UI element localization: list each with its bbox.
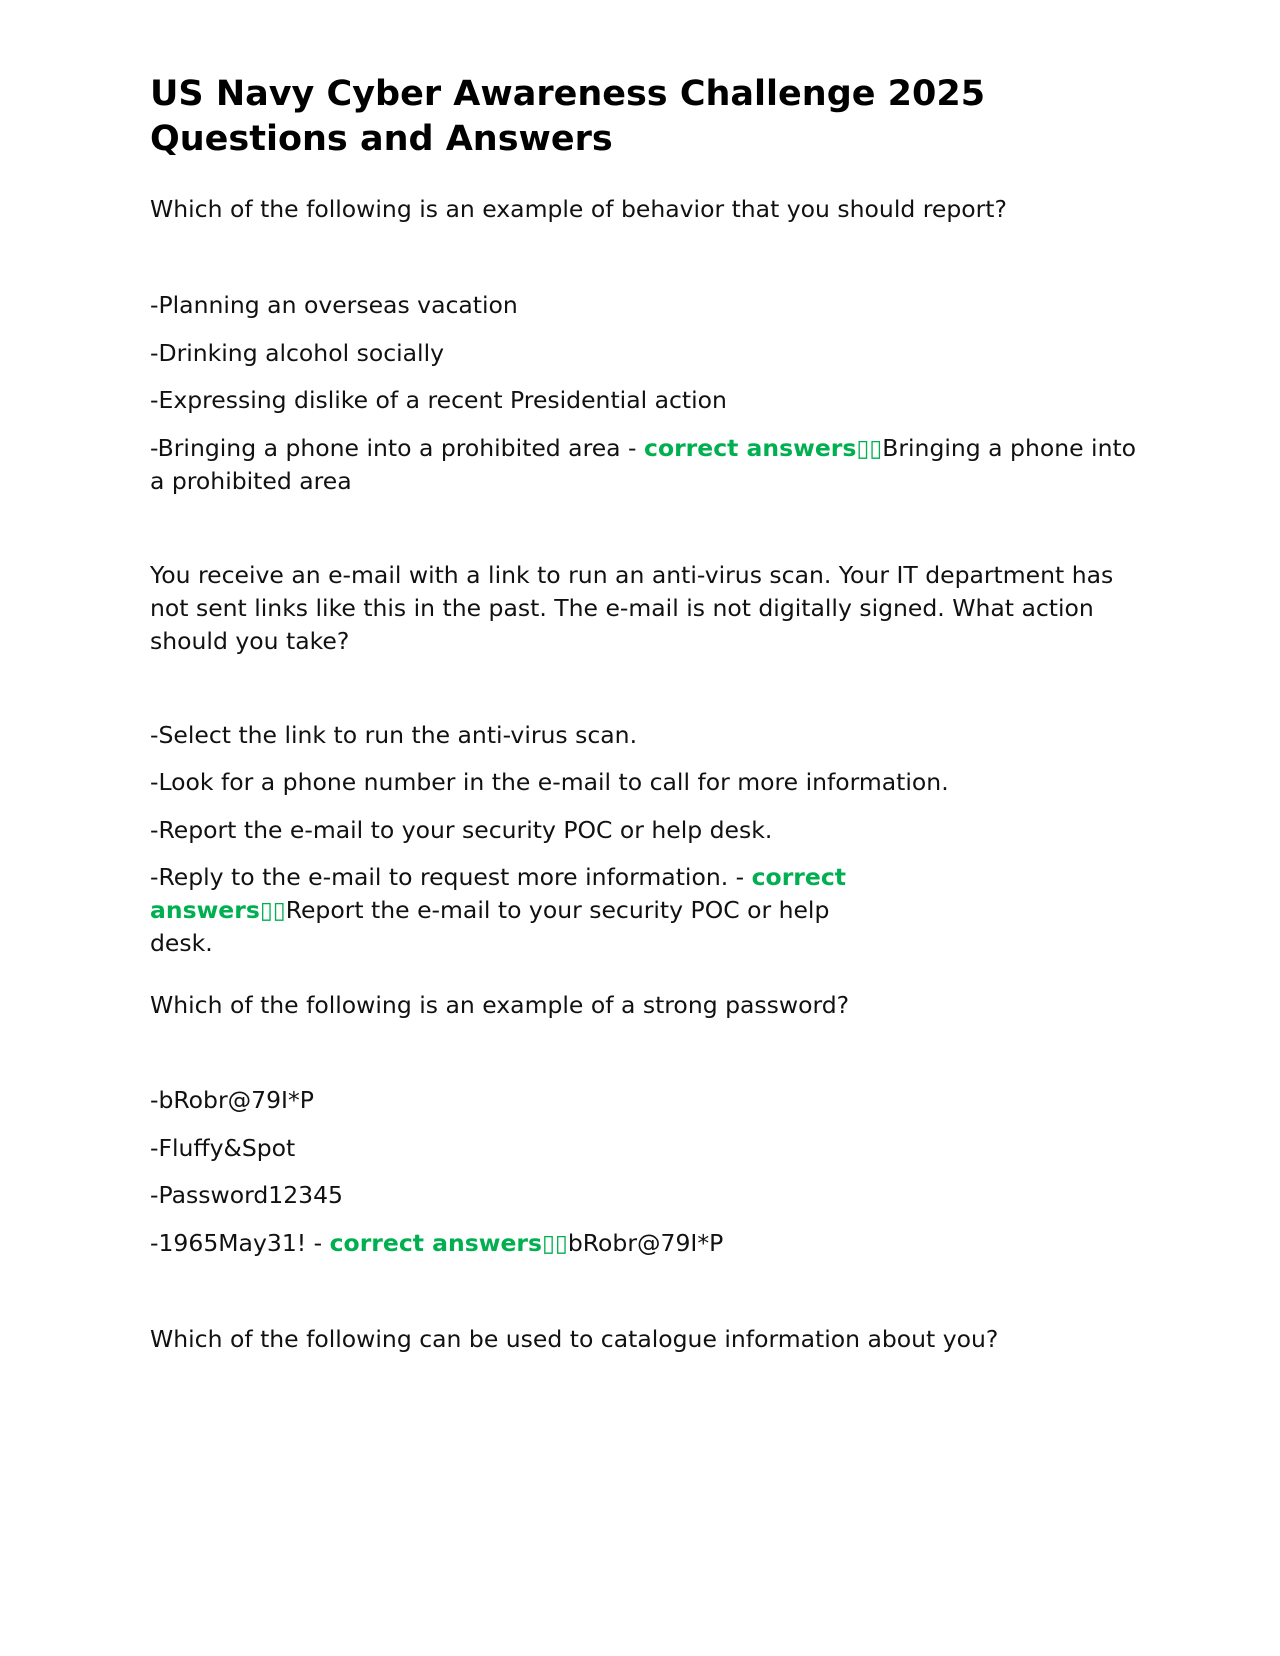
question-1-answer-label: correct answers [644,434,857,462]
question-1-option-3: -Expressing dislike of a recent Presidential action [150,386,727,414]
question-1-option-2: -Drinking alcohol socially [150,339,445,367]
question-3-option-4-with-answer [150,1227,1140,1260]
question-2-prompt: You receive an e-mail with a link to run an anti-virus scan. Your IT department has not sent links like this in the past. The e-mail is not digitally signed. What action should you take? [150,561,1114,655]
document-title: US Navy Cyber Awareness Challenge 2025 Questions and Answers [150,74,986,159]
question-2-option-4-with-answer [150,861,890,960]
question-2-answer-label: correct answers [150,863,846,924]
question-1-answer-text: Bringing a phone into a prohibited area [150,434,1137,495]
question-3-option-2: -Fluffy&Spot [150,1134,296,1162]
question-1-option-4-with-answer [150,432,1140,498]
question-3-option-3: -Password12345 [150,1181,344,1209]
question-3-prompt: Which of the following is an example of a strong password? [150,991,850,1019]
question-3-option-1: -bRobr@79I*P [150,1086,314,1114]
question-3-option-4: -1965May31! - [150,1229,330,1257]
question-2-option-1: -Select the link to run the anti-virus scan. [150,721,638,749]
question-1-option-1: -Planning an overseas vacation [150,291,518,319]
question-1-prompt: Which of the following is an example of behavior that you should report? [150,195,1007,223]
question-3-answer-text: bRobr@79I*P [567,1229,724,1257]
question-3-answer-label: correct answers [329,1229,542,1257]
question-2-option-4: -Reply to the e-mail to request more information. - [150,863,752,891]
question-3-answer-symbol: ▯▯ [541,1229,568,1257]
question-2-answer-symbol: ▯▯ [259,896,286,924]
question-4-prompt: Which of the following can be used to catalogue information about you? [150,1325,999,1353]
question-1-answer-symbol: ▯▯ [856,434,883,462]
question-2-option-3: -Report the e-mail to your security POC or help desk. [150,816,773,844]
question-1-option-4: -Bringing a phone into a prohibited area - [150,434,645,462]
question-2-option-2: -Look for a phone number in the e-mail to call for more information. [150,768,949,796]
question-2-answer-text: Report the e-mail to your security POC or help desk. [150,896,830,957]
